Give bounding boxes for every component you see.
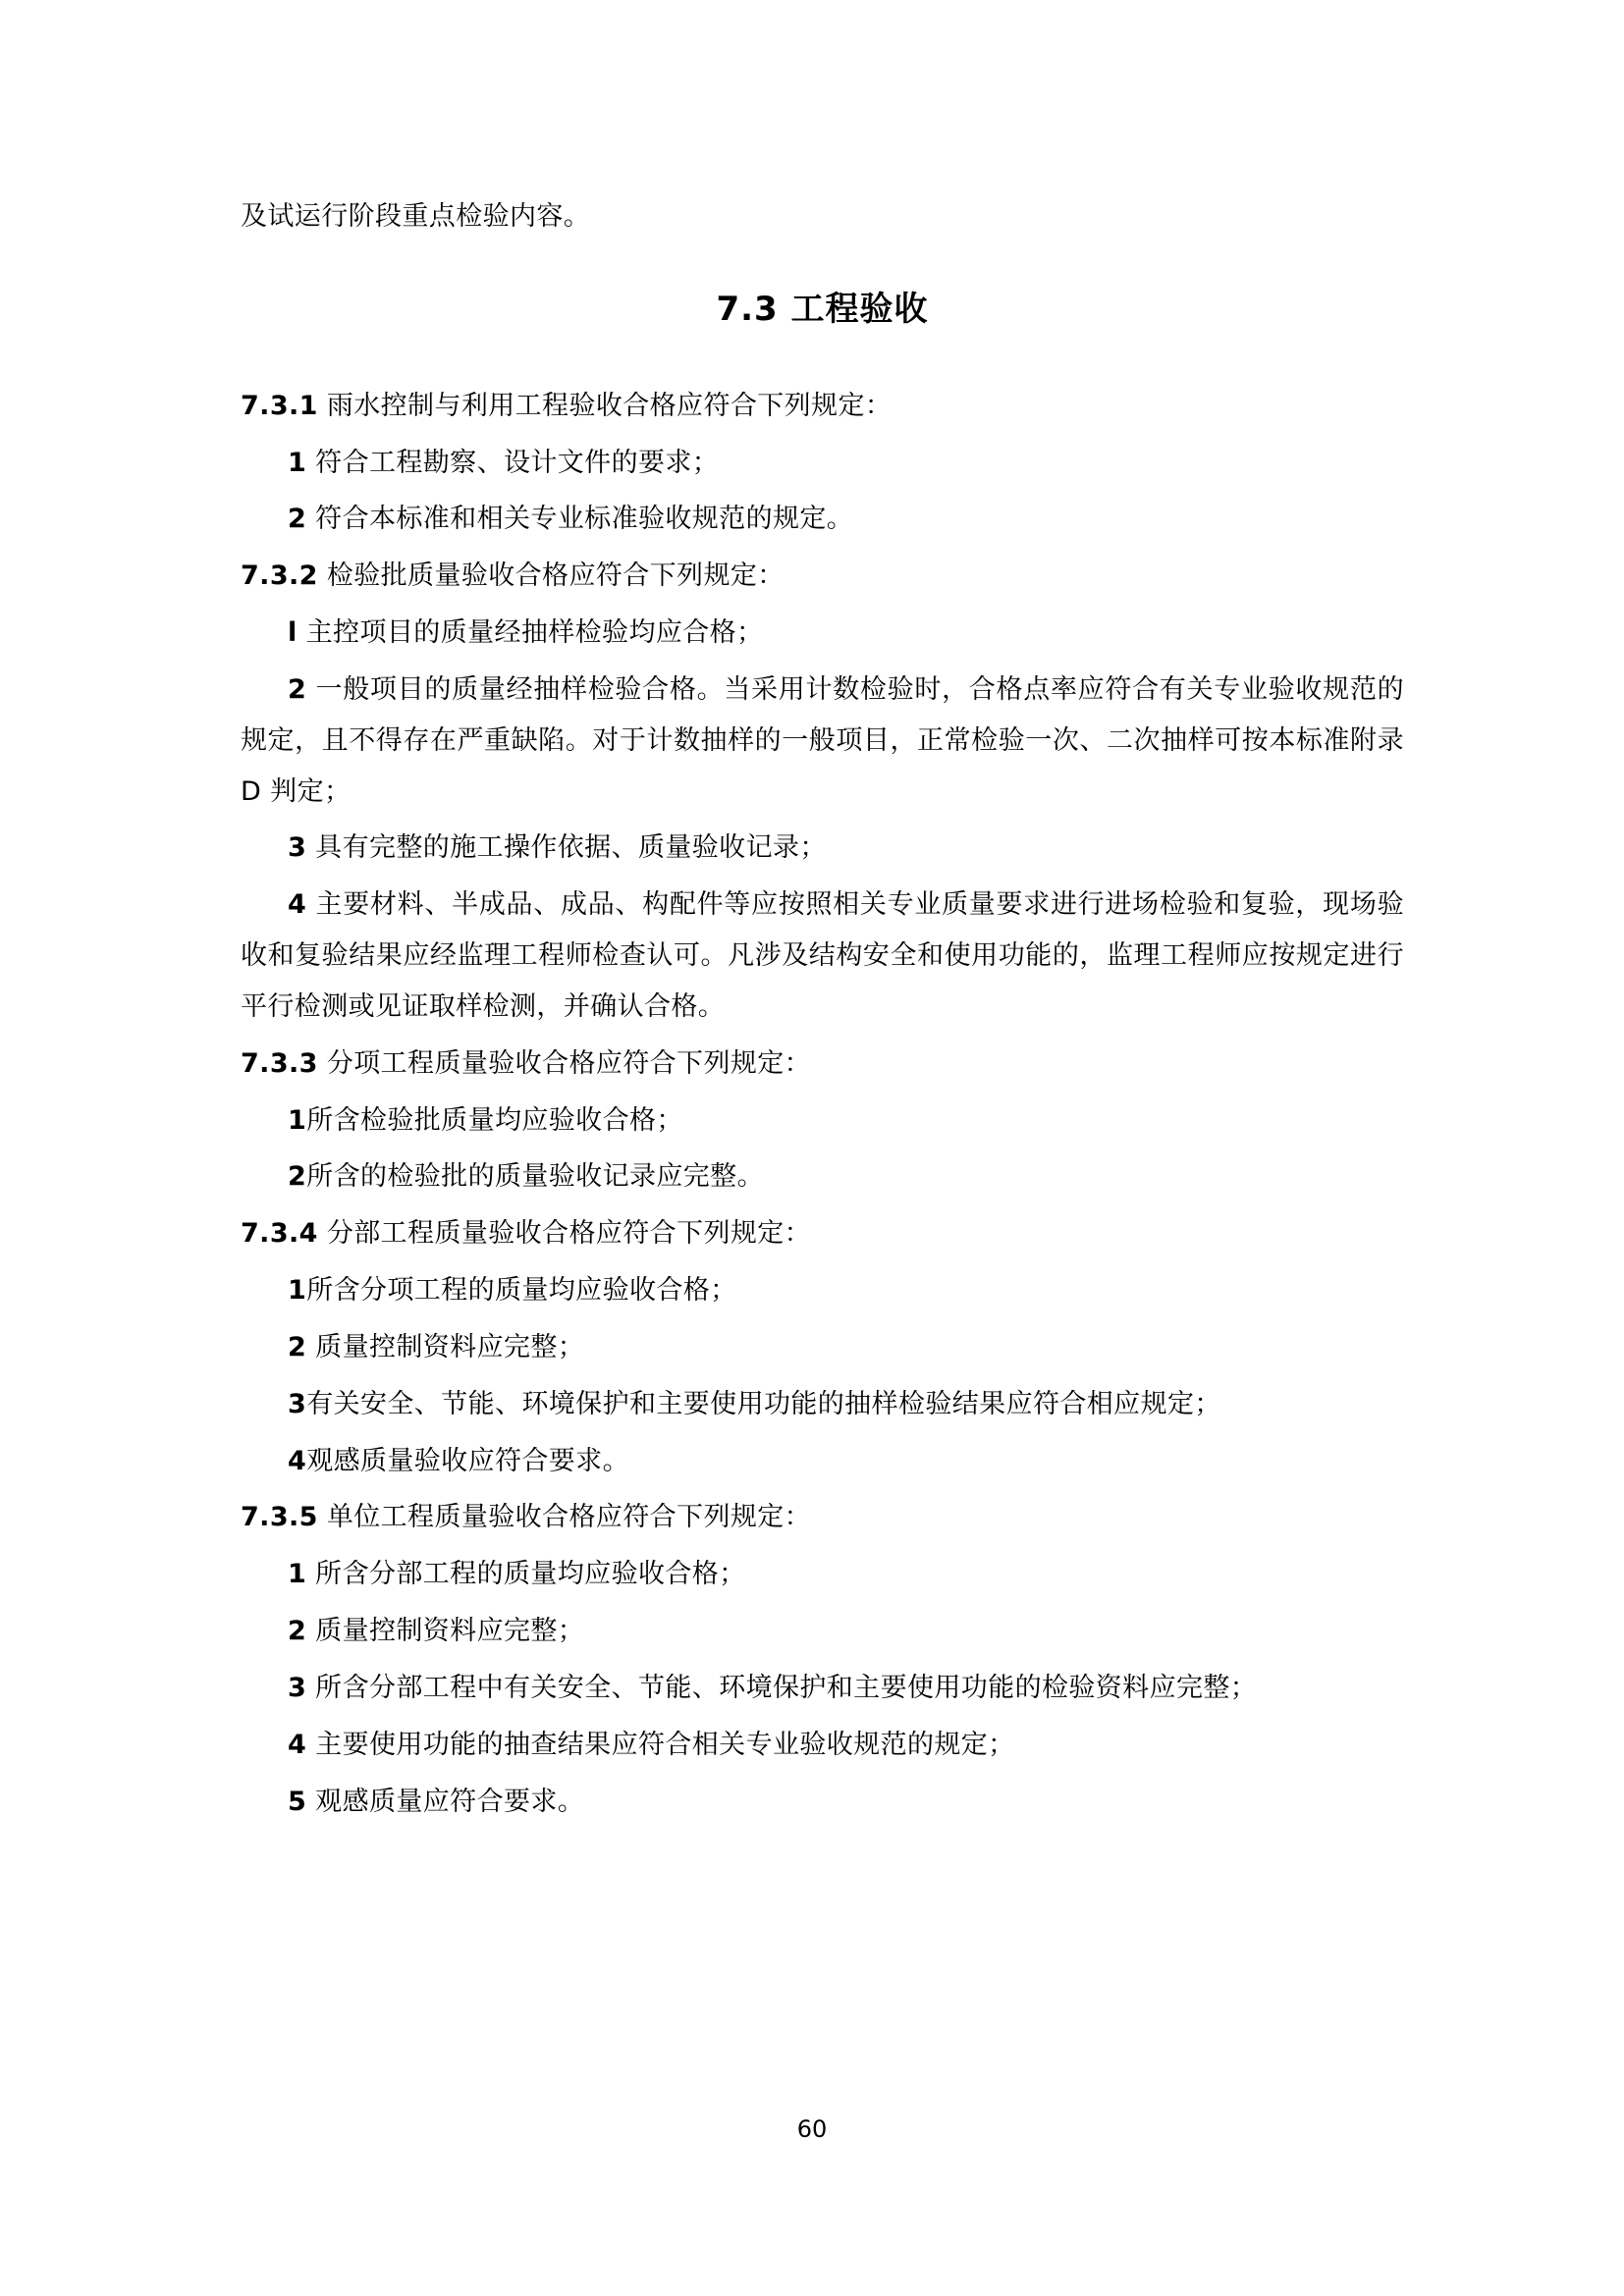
item-number: 4 [288, 1729, 307, 1760]
clause-number: 7.3.3 [241, 1047, 318, 1079]
item-number: 1 [288, 1275, 307, 1307]
clause-paragraph [241, 1039, 1404, 1090]
clause-number: 7.3.1 [241, 390, 318, 421]
list-item [241, 438, 1404, 489]
item-text: 观感质量应符合要求。 [306, 1786, 585, 1817]
item-text: 所含分项工程的质量均应验收合格； [306, 1275, 737, 1307]
item-number: 2 [288, 673, 307, 705]
item-text: 符合本标准和相关专业标准验收规范的规定。 [306, 504, 854, 535]
item-number: 1 [288, 447, 307, 478]
item-text: 主要材料、半成品、成品、构配件等应按照相关专业质量要求进行进场检验和复验，现场验收和复验结果应经监理工程师检查认可。凡涉及结构安全和使用功能的，监理工程师应按规定进行平行检测或见证取样检测，并确认合格。 [241, 889, 1404, 1022]
list-item [241, 1663, 1404, 1714]
item-number: 5 [288, 1786, 307, 1817]
item-number: 4 [288, 889, 307, 921]
item-number: 3 [288, 832, 307, 864]
clause-paragraph [241, 1208, 1404, 1259]
clause-text: 分部工程质量验收合格应符合下列规定： [317, 1218, 812, 1250]
item-number: 3 [288, 1388, 307, 1419]
item-number: 4 [288, 1445, 307, 1476]
list-item [241, 1777, 1404, 1828]
clause-text: 检验批质量验收合格应符合下列规定： [317, 561, 785, 592]
item-number: 2 [288, 504, 307, 535]
item-text: 质量控制资料应完整； [306, 1616, 585, 1647]
clause-text: 雨水控制与利用工程验收合格应符合下列规定： [317, 390, 893, 421]
item-text: 符合工程勘察、设计文件的要求； [306, 447, 720, 478]
list-item [241, 1436, 1404, 1487]
item-text: 所含分部工程中有关安全、节能、环境保护和主要使用功能的检验资料应完整； [306, 1672, 1258, 1703]
list-item [241, 1549, 1404, 1600]
item-number: 3 [288, 1672, 307, 1703]
item-text: 所含分部工程的质量均应验收合格； [306, 1559, 746, 1590]
item-text: 所含的检验批的质量验收记录应完整。 [306, 1161, 764, 1193]
clause-number: 7.3.5 [241, 1502, 318, 1533]
list-item [241, 1322, 1404, 1373]
clause-number: 7.3.2 [241, 561, 318, 592]
clause-list [241, 381, 1404, 1828]
clause-paragraph [241, 381, 1404, 432]
list-item [241, 608, 1404, 659]
list-item [241, 1151, 1404, 1202]
list-item [241, 1606, 1404, 1657]
item-number: 1 [288, 1559, 307, 1590]
item-text: 具有完整的施工操作依据、质量验收记录； [306, 832, 827, 864]
list-item [241, 665, 1404, 817]
page-number: 60 [796, 2115, 828, 2143]
item-text: 观感质量验收应符合要求。 [306, 1445, 629, 1476]
clause-number: 7.3.4 [241, 1218, 318, 1250]
item-text: 主要使用功能的抽查结果应符合相关专业验收规范的规定； [306, 1729, 1015, 1760]
item-text: 质量控制资料应完整； [306, 1331, 585, 1362]
list-item [241, 1720, 1404, 1771]
item-number: 2 [288, 1331, 307, 1362]
list-item [241, 880, 1404, 1032]
clause-text: 分项工程质量验收合格应符合下列规定： [317, 1047, 812, 1079]
item-number: l [288, 617, 298, 649]
clause-paragraph [241, 551, 1404, 602]
clause-paragraph [241, 1492, 1404, 1543]
item-text: 有关安全、节能、环境保护和主要使用功能的抽样检验结果应符合相应规定； [306, 1388, 1221, 1419]
list-item [241, 494, 1404, 545]
item-text: 所含检验批质量均应验收合格； [306, 1104, 683, 1136]
item-text: 一般项目的质量经抽样检验合格。当采用计数检验时，合格点率应符合有关专业验收规范的规定，且不得存在严重缺陷。对于计数抽样的一般项目，正常检验一次、二次抽样可按本标准附录 D 判定； [241, 673, 1404, 807]
item-text: 主控项目的质量经抽样检验均应合格； [297, 617, 764, 649]
list-item [241, 1095, 1404, 1147]
section-title: 7.3 工程验收 [716, 289, 929, 329]
item-number: 2 [288, 1161, 307, 1193]
item-number: 2 [288, 1616, 307, 1647]
clause-text: 单位工程质量验收合格应符合下列规定： [317, 1502, 812, 1533]
lead-paragraph: 及试运行阶段重点检验内容。 [241, 201, 591, 232]
list-item [241, 1265, 1404, 1316]
list-item [241, 1379, 1404, 1430]
item-number: 1 [288, 1104, 307, 1136]
page-content [241, 191, 1404, 1833]
list-item [241, 823, 1404, 874]
